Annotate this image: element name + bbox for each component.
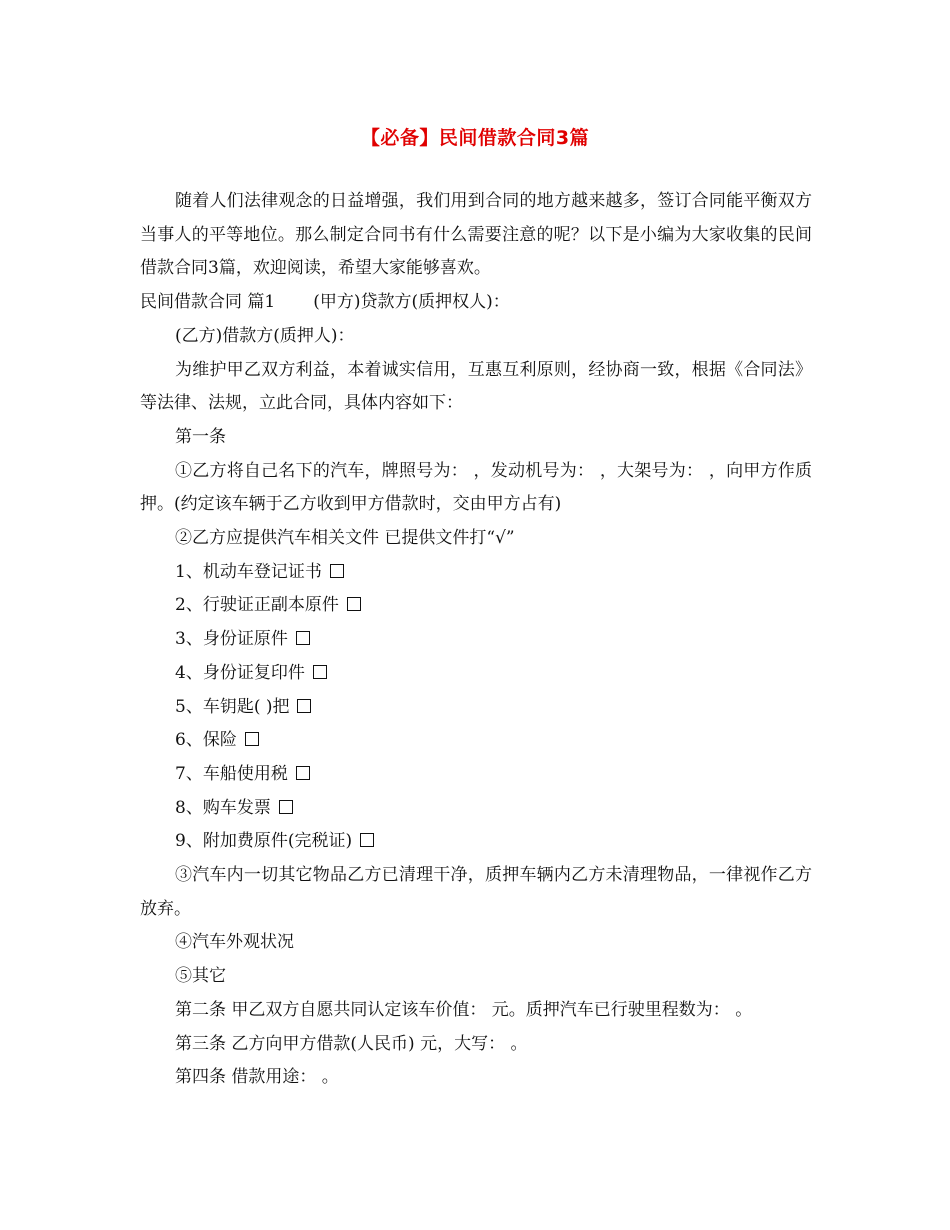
document-body xyxy=(140,185,812,1095)
checkbox-icon xyxy=(279,800,293,814)
doc-checklist-item xyxy=(140,691,812,725)
article-1-heading: 第一条 xyxy=(175,426,226,447)
title-bracketed: 【必备】 xyxy=(360,127,439,149)
doc-label: 1、机动车登记证书 xyxy=(175,561,322,582)
doc-label: 7、车船使用税 xyxy=(175,763,288,784)
party-a-label: (甲方)贷款方(质押权人)： xyxy=(313,292,510,313)
doc-checklist-item xyxy=(140,623,812,657)
title-main: 民间借款合同3篇 xyxy=(438,127,590,149)
party-b-label: (乙方)借款方(质押人)： xyxy=(175,325,355,346)
doc-label: 9、附加费原件(完税证) xyxy=(175,831,353,852)
checkbox-icon xyxy=(313,665,327,679)
doc-checklist-item xyxy=(140,724,812,758)
article-1-item-1: ①乙方将自己名下的汽车，牌照号为： ，发动机号为： ，大架号为： ，向甲方作质押。(约定该车辆于乙方收到甲方借款时，交由甲方占有) xyxy=(140,460,812,515)
article-1-item-4: ④汽车外观状况 xyxy=(175,932,294,953)
article-1-item-2: ②乙方应提供汽车相关文件 已提供文件打“√” xyxy=(175,528,515,549)
doc-label: 5、车钥匙( )把 xyxy=(175,696,290,717)
article-1-item-3: ③汽车内一切其它物品乙方已清理干净，质押车辆内乙方未清理物品，一律视作乙方放弃。 xyxy=(140,865,812,919)
checkbox-icon xyxy=(245,732,259,746)
doc-label: 4、身份证复印件 xyxy=(175,662,305,683)
preamble-paragraph: 为维护甲乙双方利益，本着诚实信用，互惠互利原则，经协商一致，根据《合同法》等法律、法规，立此合同，具体内容如下： xyxy=(140,359,812,414)
doc-checklist-item xyxy=(140,758,812,792)
doc-label: 3、身份证原件 xyxy=(175,629,288,650)
checkbox-icon xyxy=(330,564,344,578)
doc-checklist-item xyxy=(140,825,812,859)
article-1-item-5: ⑤其它 xyxy=(175,966,226,987)
contract-heading-line xyxy=(140,286,812,320)
doc-checklist-item xyxy=(140,556,812,590)
article-4: 第四条 借款用途： 。 xyxy=(175,1067,339,1088)
checkbox-icon xyxy=(347,597,361,611)
checkbox-icon xyxy=(296,766,310,780)
doc-checklist-item xyxy=(140,657,812,691)
article-2: 第二条 甲乙双方自愿共同认定该车价值： 元。质押汽车已行驶里程数为： 。 xyxy=(175,999,753,1020)
doc-label: 8、购车发票 xyxy=(175,797,271,818)
article-3: 第三条 乙方向甲方借款(人民币) 元，大写： 。 xyxy=(175,1033,528,1054)
doc-label: 2、行驶证正副本原件 xyxy=(175,595,339,616)
doc-checklist-item xyxy=(140,589,812,623)
contract-heading: 民间借款合同 篇1 xyxy=(140,292,276,313)
checkbox-icon xyxy=(297,699,311,713)
document-title xyxy=(0,123,950,150)
doc-checklist-item xyxy=(140,792,812,826)
checkbox-icon xyxy=(360,833,374,847)
doc-label: 6、保险 xyxy=(175,730,237,751)
checkbox-icon xyxy=(296,631,310,645)
intro-paragraph: 随着人们法律观念的日益增强，我们用到合同的地方越来越多，签订合同能平衡双方当事人的平等地位。那么制定合同书有什么需要注意的呢？以下是小编为大家收集的民间借款合同3篇，欢迎阅读，希望大家能够喜欢。 xyxy=(140,191,812,279)
